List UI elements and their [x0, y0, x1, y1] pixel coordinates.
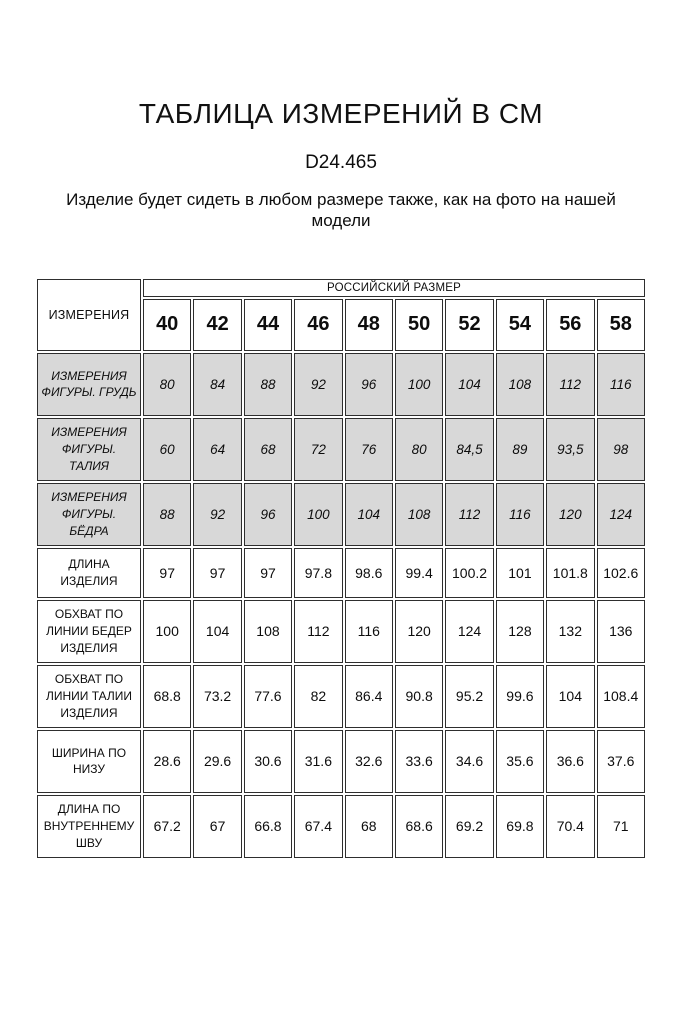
measurement-value-cell: 108	[395, 483, 443, 546]
table-row	[37, 418, 645, 481]
measurement-value-cell: 88	[143, 483, 191, 546]
row-label: ИЗМЕРЕНИЯ ФИГУРЫ. БЁДРА	[37, 483, 141, 546]
size-column-header: 42	[193, 299, 241, 351]
measurement-value-cell: 95.2	[445, 665, 493, 728]
measurement-value-cell: 100	[143, 600, 191, 663]
measurement-value-cell: 28.6	[143, 730, 191, 793]
measurement-value-cell: 97	[244, 548, 292, 598]
measurement-value-cell: 31.6	[294, 730, 342, 793]
measurement-value-cell: 104	[193, 600, 241, 663]
measurement-value-cell: 101	[496, 548, 544, 598]
row-label: ДЛИНА ПО ВНУТРЕННЕМУ ШВУ	[37, 795, 141, 858]
measurement-value-cell: 80	[143, 353, 191, 416]
measurement-value-cell: 80	[395, 418, 443, 481]
measurement-value-cell: 104	[546, 665, 594, 728]
measurement-value-cell: 116	[496, 483, 544, 546]
measurement-value-cell: 92	[193, 483, 241, 546]
measurement-value-cell: 30.6	[244, 730, 292, 793]
measurement-value-cell: 35.6	[496, 730, 544, 793]
measurement-value-cell: 112	[445, 483, 493, 546]
measurement-value-cell: 29.6	[193, 730, 241, 793]
measurement-value-cell: 67	[193, 795, 241, 858]
measurement-value-cell: 101.8	[546, 548, 594, 598]
table-row	[37, 353, 645, 416]
table-row	[37, 483, 645, 546]
measurement-value-cell: 84,5	[445, 418, 493, 481]
measurement-value-cell: 97	[193, 548, 241, 598]
table-row	[37, 600, 645, 663]
size-column-header: 46	[294, 299, 342, 351]
measurement-value-cell: 128	[496, 600, 544, 663]
fit-description: Изделие будет сидеть в любом размере также, как на фото на нашей модели	[66, 190, 616, 231]
measurement-value-cell: 71	[597, 795, 645, 858]
measurement-value-cell: 34.6	[445, 730, 493, 793]
size-column-header: 58	[597, 299, 645, 351]
size-column-header: 52	[445, 299, 493, 351]
table-row	[37, 665, 645, 728]
table-row	[37, 548, 645, 598]
measurement-value-cell: 120	[546, 483, 594, 546]
measurement-value-cell: 124	[597, 483, 645, 546]
size-column-header: 54	[496, 299, 544, 351]
measurement-value-cell: 76	[345, 418, 393, 481]
size-column-header: 40	[143, 299, 191, 351]
measurement-value-cell: 132	[546, 600, 594, 663]
measurement-value-cell: 32.6	[345, 730, 393, 793]
row-label: ОБХВАТ ПО ЛИНИИ БЕДЕР ИЗДЕЛИЯ	[37, 600, 141, 663]
measurement-value-cell: 82	[294, 665, 342, 728]
measurement-value-cell: 70.4	[546, 795, 594, 858]
measurements-table	[35, 277, 647, 860]
row-label: ШИРИНА ПО НИЗУ	[37, 730, 141, 793]
measurement-value-cell: 112	[294, 600, 342, 663]
row-label: ИЗМЕРЕНИЯ ФИГУРЫ. ГРУДЬ	[37, 353, 141, 416]
measurement-value-cell: 116	[597, 353, 645, 416]
table-row	[37, 795, 645, 858]
measurement-value-cell: 104	[345, 483, 393, 546]
measurement-value-cell: 96	[244, 483, 292, 546]
measurement-value-cell: 84	[193, 353, 241, 416]
measurement-value-cell: 88	[244, 353, 292, 416]
measurement-value-cell: 68	[345, 795, 393, 858]
measurement-value-cell: 124	[445, 600, 493, 663]
measurement-value-cell: 98.6	[345, 548, 393, 598]
measurement-value-cell: 68	[244, 418, 292, 481]
measurement-value-cell: 102.6	[597, 548, 645, 598]
measurement-value-cell: 112	[546, 353, 594, 416]
measurement-value-cell: 108	[496, 353, 544, 416]
table-row	[37, 730, 645, 793]
page-title: ТАБЛИЦА ИЗМЕРЕНИЙ В СМ	[138, 98, 544, 129]
measurement-value-cell: 100.2	[445, 548, 493, 598]
measurement-value-cell: 90.8	[395, 665, 443, 728]
measurement-value-cell: 69.2	[445, 795, 493, 858]
measurement-value-cell: 116	[345, 600, 393, 663]
table-body	[37, 353, 645, 858]
measurement-value-cell: 89	[496, 418, 544, 481]
measurement-value-cell: 96	[345, 353, 393, 416]
measurement-value-cell: 37.6	[597, 730, 645, 793]
measurement-value-cell: 64	[193, 418, 241, 481]
russian-size-group-header: РОССИЙСКИЙ РАЗМЕР	[143, 279, 645, 297]
measurement-value-cell: 73.2	[193, 665, 241, 728]
row-label: ИЗМЕРЕНИЯ ФИГУРЫ. ТАЛИЯ	[37, 418, 141, 481]
size-column-header: 56	[546, 299, 594, 351]
measurement-value-cell: 86.4	[345, 665, 393, 728]
measurement-value-cell: 72	[294, 418, 342, 481]
measurement-value-cell: 100	[294, 483, 342, 546]
measurement-value-cell: 66.8	[244, 795, 292, 858]
measurements-corner-header: ИЗМЕРЕНИЯ	[37, 279, 141, 351]
table-header	[37, 279, 645, 351]
measurement-value-cell: 97	[143, 548, 191, 598]
measurement-value-cell: 68.6	[395, 795, 443, 858]
size-column-header: 48	[345, 299, 393, 351]
measurement-value-cell: 93,5	[546, 418, 594, 481]
measurement-value-cell: 97.8	[294, 548, 342, 598]
measurement-value-cell: 108	[244, 600, 292, 663]
measurement-value-cell: 100	[395, 353, 443, 416]
measurement-value-cell: 98	[597, 418, 645, 481]
measurement-value-cell: 77.6	[244, 665, 292, 728]
size-column-header: 44	[244, 299, 292, 351]
measurement-value-cell: 68.8	[143, 665, 191, 728]
model-code: D24.465	[305, 152, 377, 173]
measurement-value-cell: 120	[395, 600, 443, 663]
measurement-value-cell: 67.4	[294, 795, 342, 858]
measurement-value-cell: 108.4	[597, 665, 645, 728]
measurement-value-cell: 136	[597, 600, 645, 663]
measurement-value-cell: 99.6	[496, 665, 544, 728]
size-column-header: 50	[395, 299, 443, 351]
measurement-value-cell: 33.6	[395, 730, 443, 793]
measurement-value-cell: 36.6	[546, 730, 594, 793]
row-label: ОБХВАТ ПО ЛИНИИ ТАЛИИ ИЗДЕЛИЯ	[37, 665, 141, 728]
measurement-value-cell: 69.8	[496, 795, 544, 858]
measurement-value-cell: 92	[294, 353, 342, 416]
measurement-value-cell: 99.4	[395, 548, 443, 598]
row-label: ДЛИНА ИЗДЕЛИЯ	[37, 548, 141, 598]
measurement-value-cell: 67.2	[143, 795, 191, 858]
measurement-value-cell: 104	[445, 353, 493, 416]
measurement-value-cell: 60	[143, 418, 191, 481]
size-group-header-row	[37, 279, 645, 297]
